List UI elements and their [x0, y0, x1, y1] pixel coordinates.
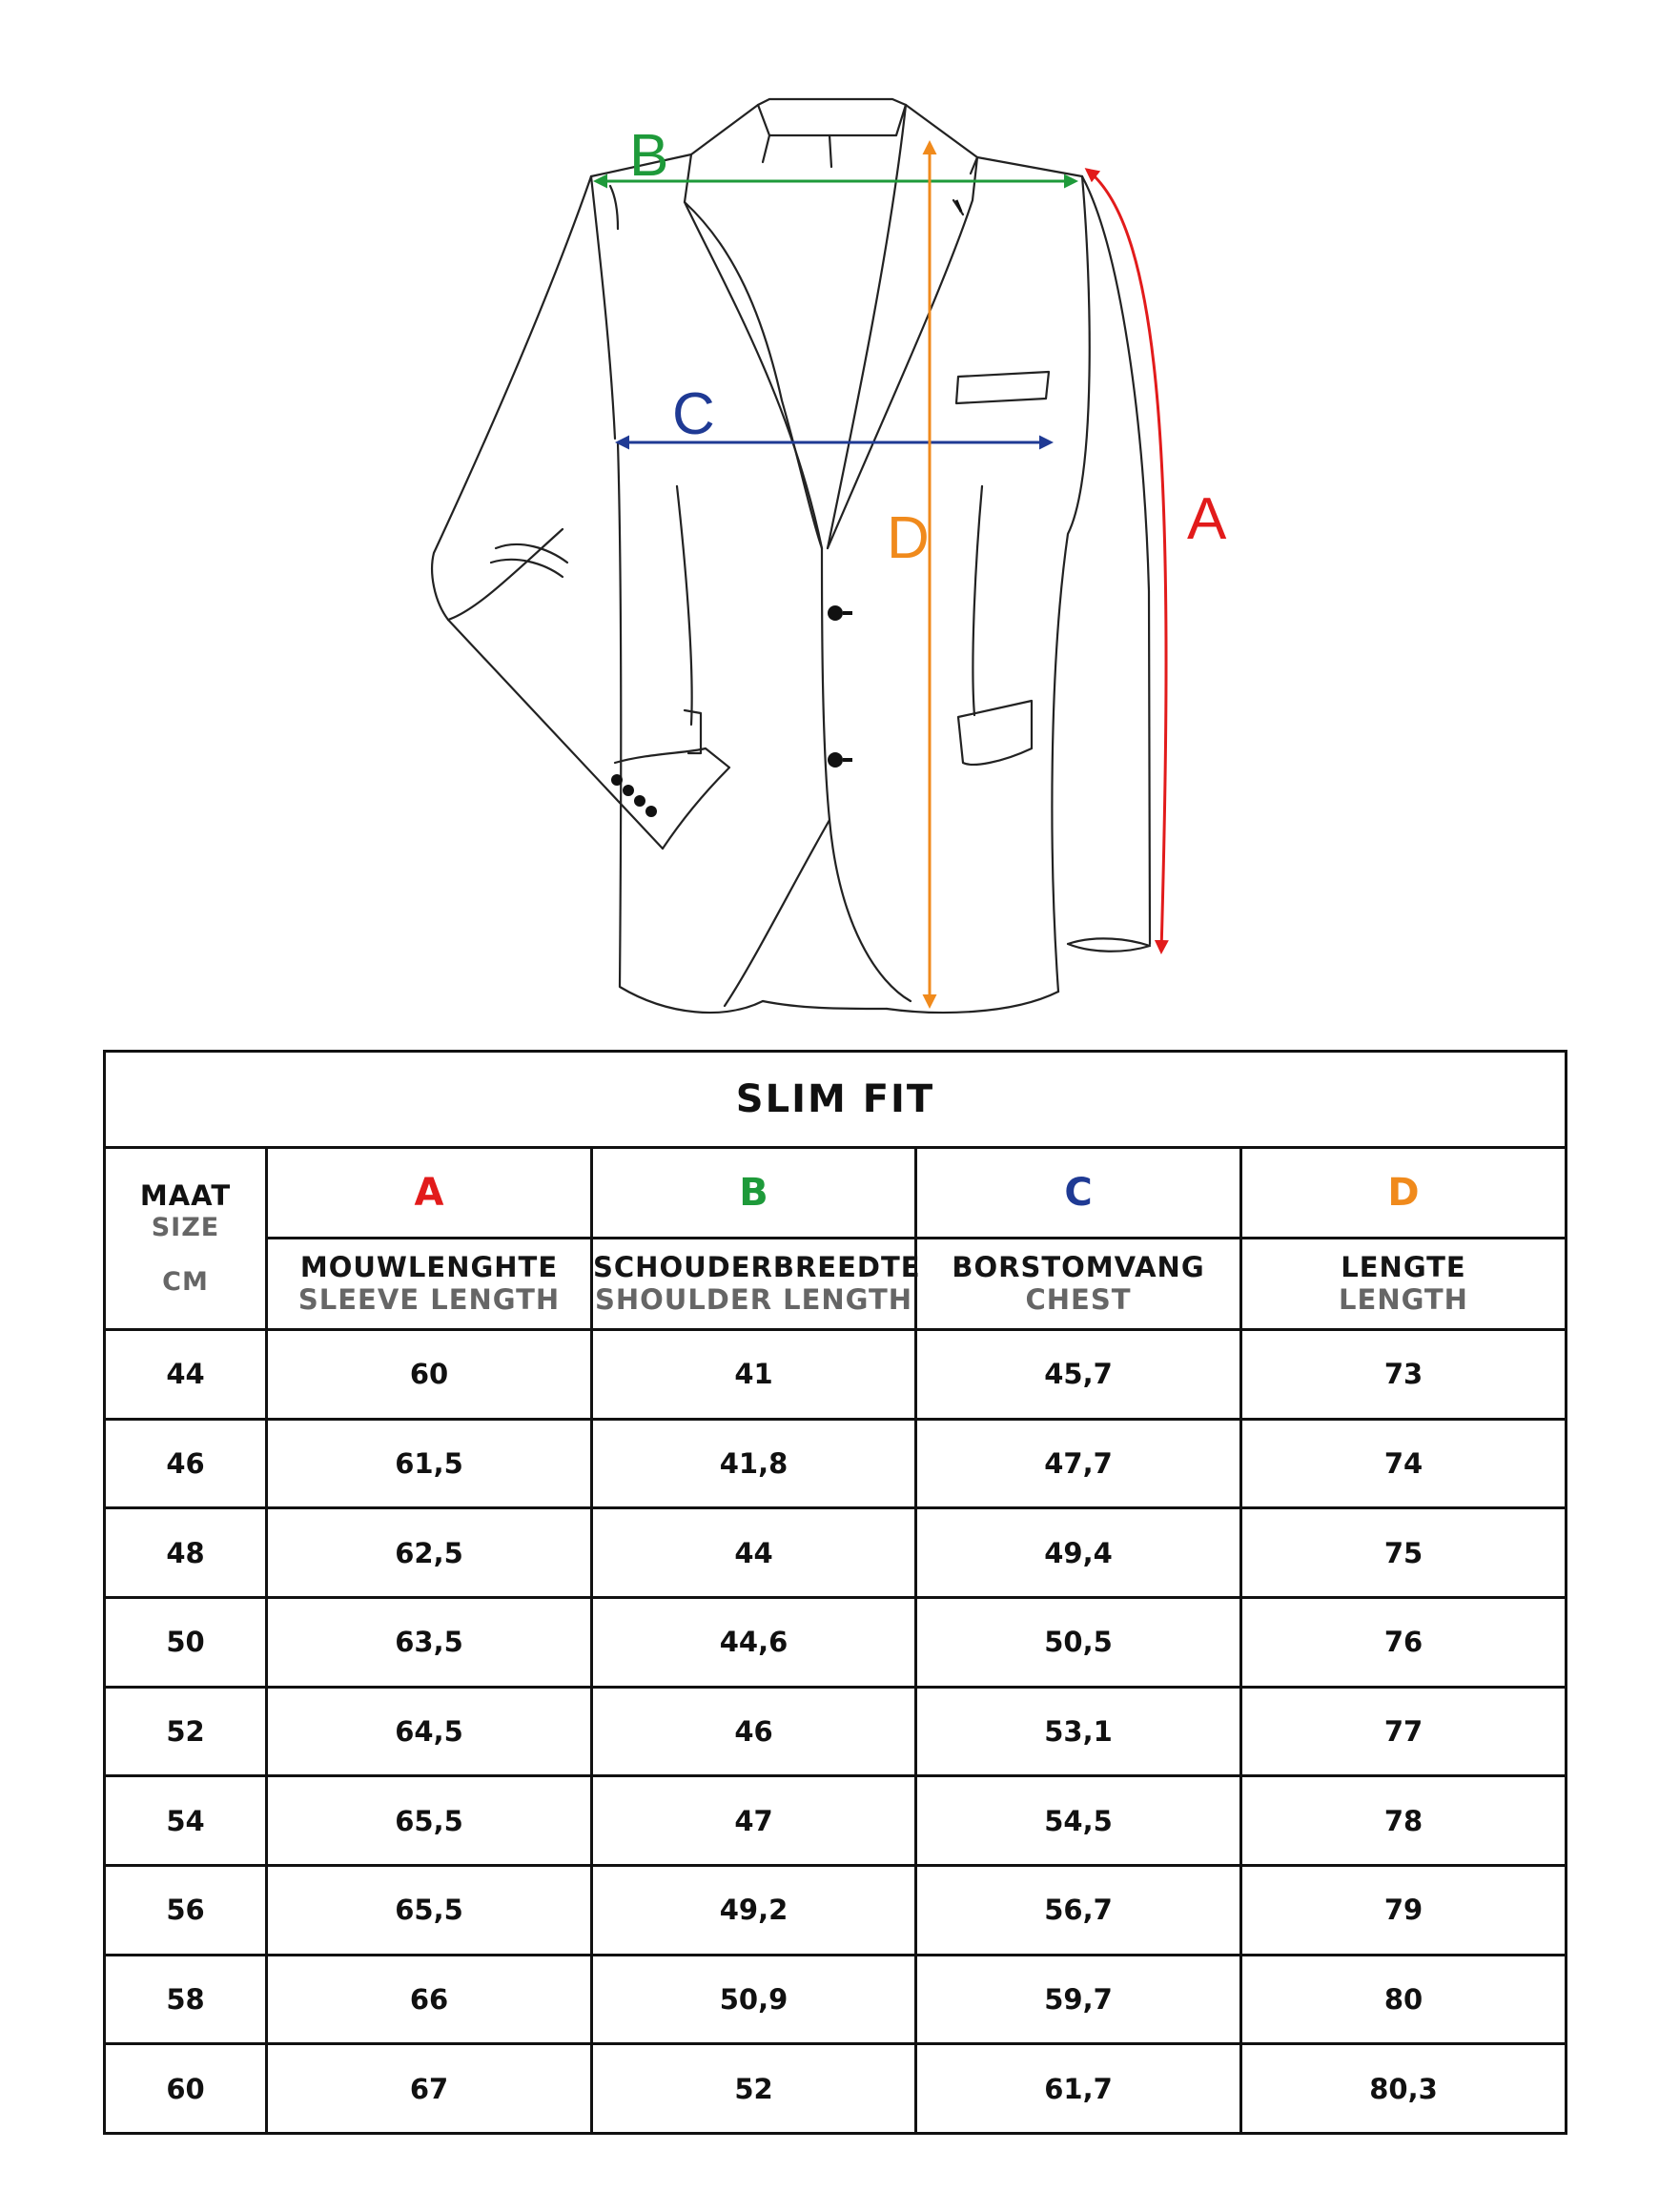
- sleeve-length-cell: 65,5: [267, 1776, 592, 1866]
- table-row: [105, 1419, 1567, 1508]
- size-chart-table: [103, 1050, 1567, 2135]
- cuff-button: [645, 806, 657, 817]
- chest-cell: 61,7: [916, 2044, 1241, 2134]
- table-row: [105, 1687, 1567, 1776]
- length-cell: 76: [1241, 1598, 1567, 1688]
- column-header-en: LENGTH: [1339, 1282, 1468, 1316]
- chest-cell: 45,7: [916, 1330, 1241, 1420]
- front-button: [828, 752, 843, 768]
- measure-label-b: B: [629, 123, 669, 189]
- shoulder-length-cell: 41: [592, 1330, 916, 1420]
- chest-cell: 50,5: [916, 1598, 1241, 1688]
- size-cell: 60: [105, 2044, 267, 2134]
- chest-cell: 59,7: [916, 1955, 1241, 2044]
- column-letter-c: C: [916, 1147, 1241, 1239]
- length-cell: 73: [1241, 1330, 1567, 1420]
- table-row: [105, 1598, 1567, 1688]
- size-header-unit: CM: [162, 1266, 209, 1297]
- jacket-outline: [432, 99, 1150, 1013]
- size-header-nl: MAAT: [139, 1179, 232, 1213]
- shoulder-length-cell: 52: [592, 2044, 916, 2134]
- cuff-button: [634, 795, 645, 807]
- column-letter-d: D: [1241, 1147, 1567, 1239]
- size-header-en: SIZE: [151, 1212, 220, 1242]
- sleeve-length-cell: 66: [267, 1955, 592, 2044]
- shoulder-length-cell: 46: [592, 1687, 916, 1776]
- column-header-en: SHOULDER LENGTH: [594, 1282, 913, 1316]
- chest-cell: 54,5: [916, 1776, 1241, 1866]
- sleeve-length-cell: 65,5: [267, 1865, 592, 1955]
- size-cell: 58: [105, 1955, 267, 2044]
- chest-cell: 47,7: [916, 1419, 1241, 1508]
- chest-cell: 56,7: [916, 1865, 1241, 1955]
- column-header-b: [592, 1239, 921, 1330]
- size-cell: 46: [105, 1419, 267, 1508]
- shoulder-length-cell: 41,8: [592, 1419, 916, 1508]
- table-row: [105, 1330, 1567, 1420]
- size-cell: 50: [105, 1598, 267, 1688]
- column-header-a: [267, 1239, 592, 1330]
- shoulder-length-cell: 47: [592, 1776, 916, 1866]
- cuff-button: [623, 785, 634, 796]
- column-header-nl: SCHOUDERBREEDTE: [593, 1251, 921, 1284]
- length-cell: 78: [1241, 1776, 1567, 1866]
- length-cell: 74: [1241, 1419, 1567, 1508]
- size-cell: 54: [105, 1776, 267, 1866]
- length-cell: 79: [1241, 1865, 1567, 1955]
- length-cell: 80: [1241, 1955, 1567, 2044]
- size-cell: 56: [105, 1865, 267, 1955]
- sleeve-length-cell: 67: [267, 2044, 592, 2134]
- column-letter-a: A: [267, 1147, 592, 1239]
- jacket-measurement-illustration: [0, 0, 1659, 1030]
- column-header-nl: LENGTE: [1341, 1251, 1466, 1284]
- shoulder-length-cell: 44,6: [592, 1598, 916, 1688]
- column-letter-b: B: [592, 1147, 916, 1239]
- sleeve-length-cell: 60: [267, 1330, 592, 1420]
- size-cell: 44: [105, 1330, 267, 1420]
- table-title: SLIM FIT: [105, 1052, 1567, 1148]
- column-header-c: [916, 1239, 1241, 1330]
- size-cell: 52: [105, 1687, 267, 1776]
- sleeve-length-cell: 62,5: [267, 1508, 592, 1598]
- shoulder-length-cell: 50,9: [592, 1955, 916, 2044]
- table-row: [105, 2044, 1567, 2134]
- column-header-d: [1241, 1239, 1567, 1330]
- sleeve-length-cell: 61,5: [267, 1419, 592, 1508]
- cuff-button: [611, 774, 623, 786]
- length-cell: 77: [1241, 1687, 1567, 1776]
- column-header-en: CHEST: [1025, 1282, 1132, 1316]
- table-row: [105, 1508, 1567, 1598]
- table-row: [105, 1776, 1567, 1866]
- column-header-nl: BORSTOMVANG: [952, 1251, 1205, 1284]
- measure-line-a: [1087, 170, 1166, 952]
- column-header-nl: MOUWLENGHTE: [299, 1251, 559, 1284]
- column-header-en: SLEEVE LENGTH: [297, 1282, 561, 1316]
- measure-label-d: D: [887, 505, 930, 571]
- sleeve-length-cell: 63,5: [267, 1598, 592, 1688]
- shoulder-length-cell: 44: [592, 1508, 916, 1598]
- chest-cell: 53,1: [916, 1687, 1241, 1776]
- measure-label-c: C: [672, 381, 715, 447]
- shoulder-length-cell: 49,2: [592, 1865, 916, 1955]
- sleeve-length-cell: 64,5: [267, 1687, 592, 1776]
- size-column-header: [105, 1147, 267, 1329]
- size-cell: 48: [105, 1508, 267, 1598]
- length-cell: 75: [1241, 1508, 1567, 1598]
- chest-cell: 49,4: [916, 1508, 1241, 1598]
- table-row: [105, 1865, 1567, 1955]
- front-button: [828, 605, 843, 621]
- table-row: [105, 1955, 1567, 2044]
- measure-label-a: A: [1187, 486, 1227, 552]
- length-cell: 80,3: [1241, 2044, 1567, 2134]
